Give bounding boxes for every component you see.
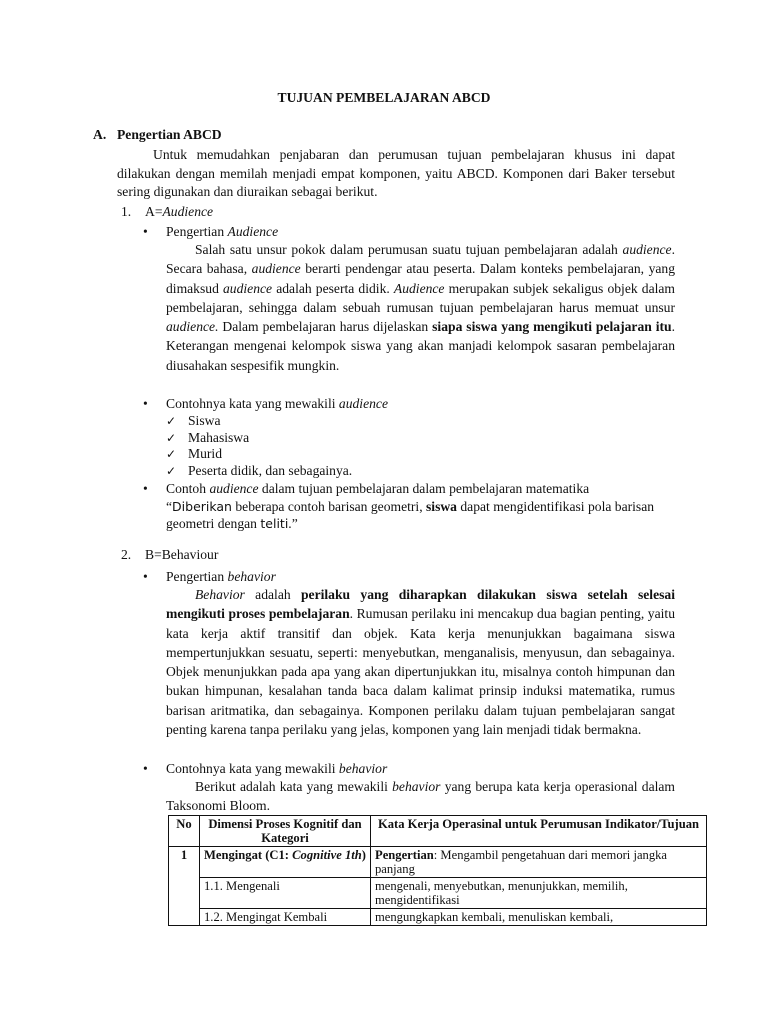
section-a-heading — [93, 127, 222, 143]
example-text: Peserta didik, dan sebagainya. — [188, 463, 353, 478]
bullet-text: Contohnya kata yang mewakili — [166, 396, 339, 411]
bullet-icon: • — [143, 224, 148, 239]
section-a-intro — [117, 146, 675, 202]
text: Diberikan — [172, 499, 232, 514]
text-italic: Behavior — [195, 587, 245, 602]
checkmark-icon: ✓ — [166, 414, 177, 428]
table-header-row — [169, 816, 707, 847]
bullet-icon: • — [143, 481, 148, 496]
example-text: Siswa — [188, 413, 221, 428]
bullet-icon: • — [143, 396, 148, 411]
bullet-text: Contohnya kata yang mewakili — [166, 761, 339, 776]
bullet-behavior-examples — [143, 761, 387, 777]
bullet-text-italic: behavior — [227, 569, 276, 584]
text-italic: behavior — [392, 779, 441, 794]
behavior-examples-intro — [166, 777, 675, 816]
text: dapat mengidentifikasi pola barisan geometri dengan — [166, 499, 655, 531]
text: berarti pendengar atau peserta. Dalam konteks pembelajaran, yang dimaksud — [166, 261, 676, 296]
document-title: TUJUAN PEMBELAJARAN ABCD — [277, 90, 491, 105]
category-cell — [200, 847, 371, 878]
text: “ — [166, 499, 173, 514]
header-verbs: Kata Kerja Operasinal untuk Perumusan Indikator/Tujuan — [371, 816, 707, 847]
text: yang berupa kata kerja operasional dalam Taksonomi Bloom. — [166, 779, 676, 814]
table-row — [169, 909, 707, 926]
text-italic: Cognitive 1th — [292, 848, 362, 862]
text: : Mengambil pengetahuan dari memori jangka panjang — [375, 848, 668, 876]
example-text: Mahasiswa — [188, 430, 250, 445]
text-italic: audience — [622, 242, 672, 257]
text-bold: perilaku yang diharapkan dilakukan siswa setelah selesai mengikuti proses pembelajaran — [166, 587, 675, 622]
bullet-audience-definition — [143, 224, 278, 240]
text: . Rumusan perilaku ini mencakup dua bagian penting, yaitu kata kerja aktif transitif dan objek. Kata kerja menunjukkan bagaimana siswa mempertunjukkan sesuatu, seperti: menyebutkan, menganalisis, menyusun, dan sebagainya. Objek menunjukkan pada apa yang akan dipertunjukkan itu, misalnya contoh himpunan dan bukan himpunan, kesalahan tanda baca dalam kalimat prinsip induksi matematika, rumus barisan aritmatika, dan sebagainya. Komponen perilaku dalam tujuan pembelajaran sangat penting karena tanpa perilaku yang jelas, komponen yang lain menjadi tidak bermakna. — [166, 606, 675, 738]
text-bold: siapa siswa yang mengikuti pelajaran itu — [432, 319, 672, 335]
table-row — [169, 878, 707, 909]
text: Mengingat (C1: — [204, 848, 293, 862]
verb-cell: mengungkapkan kembali, menuliskan kembali, — [371, 909, 707, 926]
item-number: 1. — [121, 204, 132, 219]
header-no: No — [169, 816, 200, 847]
verb-cell — [371, 847, 707, 878]
item-label: A= — [145, 204, 163, 219]
example-item — [166, 430, 249, 446]
checkmark-icon: ✓ — [166, 464, 177, 478]
text: beberapa contoh barisan geometri, — [231, 499, 426, 514]
checkmark-icon: ✓ — [166, 447, 177, 461]
intro-text: Untuk memudahkan penjabaran dan perumusan tujuan pembelajaran khusus ini dapat dilakukan dengan memilah menjadi empat komponen, yaitu ABCD. Komponen dari Baker tersebut sering digunakan dan diuraikan sebagai berikut. — [117, 147, 675, 199]
bullet-text: Contoh — [166, 481, 210, 496]
row-number: 1 — [169, 847, 200, 926]
item-behaviour-heading — [121, 547, 218, 563]
category-cell: 1.1. Mengenali — [200, 878, 371, 909]
text: . Secara bahasa, — [166, 242, 675, 277]
bullet-audience-context — [143, 481, 589, 497]
table-row — [169, 847, 707, 878]
example-item — [166, 446, 222, 462]
text: teliti — [260, 516, 289, 531]
bullet-behavior-definition — [143, 569, 276, 585]
text: . Keterangan mengenai kelompok siswa yang akan manjadi kelompok sasaran pembelajaran diusahakan sespesifik mungkin. — [166, 319, 676, 373]
bullet-text: Pengertian — [166, 569, 228, 584]
bloom-taxonomy-table — [168, 815, 707, 926]
text: Salah satu unsur pokok dalam perumusan suatu tujuan pembelajaran adalah — [195, 242, 623, 257]
verb-cell: mengenali, menyebutkan, menunjukkan, memilih, mengidentifikasi — [371, 878, 707, 909]
bullet-text-italic: Audience — [227, 224, 279, 239]
bullet-text: Pengertian — [166, 224, 228, 239]
item-audience-heading — [121, 204, 213, 220]
bullet-text-italic: audience — [209, 481, 259, 496]
category-cell: 1.2. Mengingat Kembali — [200, 909, 371, 926]
bullet-icon: • — [143, 761, 148, 776]
text: .” — [288, 516, 298, 531]
audience-definition-paragraph — [166, 240, 675, 375]
bullet-text-italic: behavior — [338, 761, 388, 776]
example-item — [166, 413, 220, 429]
bullet-icon: • — [143, 569, 148, 584]
text-italic: audience — [251, 261, 301, 277]
example-text: Murid — [188, 446, 222, 461]
item-label: B=Behaviour — [145, 547, 219, 562]
text-bold: Pengertian — [375, 848, 434, 862]
header-dimension: Dimensi Proses Kognitif dan Kategori — [200, 816, 371, 847]
text: merupakan subjek sekaligus objek dalam pembelajaran, sehingga dalam sebuah rumusan tujuan pembelajaran harus memuat unsur — [166, 280, 675, 315]
text-italic: audience — [223, 280, 273, 296]
text-italic: audience. — [166, 319, 219, 335]
text: adalah peserta didik. — [272, 280, 394, 296]
bullet-audience-examples — [143, 396, 388, 412]
item-label-italic: Audience — [162, 204, 214, 219]
text-italic: Audience — [393, 280, 445, 296]
text: ) — [361, 848, 366, 862]
section-a-number: A. — [93, 127, 107, 142]
text: Dalam pembelajaran harus dijelaskan — [218, 319, 433, 335]
checkmark-icon: ✓ — [166, 431, 177, 445]
text: adalah — [244, 587, 301, 602]
item-number: 2. — [121, 547, 132, 562]
bullet-text: dalam tujuan pembelajaran dalam pembelajaran matematika — [258, 481, 590, 496]
section-a-title: Pengertian ABCD — [117, 127, 222, 142]
text: Berikut adalah kata yang mewakili — [195, 779, 393, 794]
text-bold: siswa — [426, 499, 457, 514]
audience-example-quote — [166, 498, 675, 532]
behavior-definition-paragraph — [166, 585, 675, 739]
example-item — [166, 463, 352, 479]
bullet-text-italic: audience — [338, 396, 388, 411]
